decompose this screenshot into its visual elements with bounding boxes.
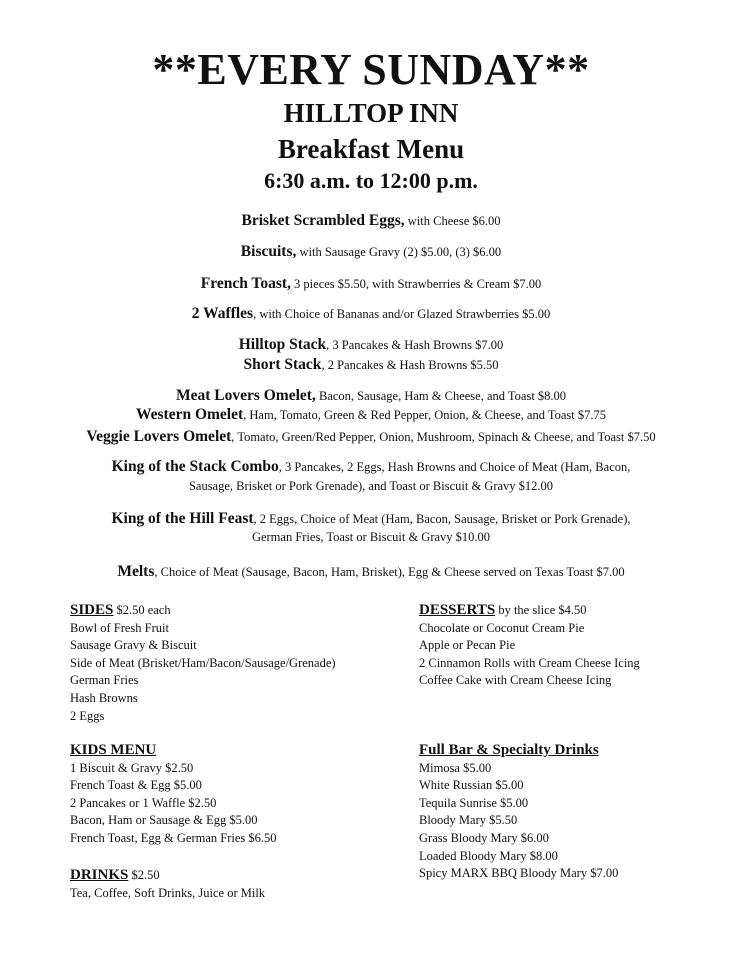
item-name: Veggie Lovers Omelet [86,428,232,445]
list-item: Chocolate or Coconut Cream Pie [419,620,585,635]
item-name: French Toast, [200,275,291,292]
item-desc: , 3 Pancakes & Hash Browns $7.00 [326,338,504,352]
list-item: Tea, Coffee, Soft Drinks, Juice or Milk [70,885,266,900]
menu-item [0,336,742,354]
item-desc: with Cheese $6.00 [404,214,501,228]
list-item: White Russian $5.00 [419,778,524,793]
drinks-title: DRINKS [70,867,129,883]
list-item: Bloody Mary $5.50 [419,813,518,828]
item-desc: , with Choice of Bananas and/or Glazed Strawberries $5.00 [253,307,551,321]
menu-item [0,212,742,230]
list-item: 1 Biscuit & Gravy $2.50 [70,760,194,775]
serving-hours: 6:30 a.m. to 12:00 p.m. [264,168,478,193]
item-name: Melts [117,563,155,580]
bar-title: Full Bar & Specialty Drinks [419,742,599,758]
item-desc-line2: Sausage, Brisket or Pork Grenade), and Toast or Biscuit & Gravy $12.00 [188,479,554,493]
drinks-price: $2.50 [128,868,160,882]
item-desc: Bacon, Sausage, Ham & Cheese, and Toast $8.00 [315,389,567,403]
list-item: Sausage Gravy & Biscuit [70,638,197,653]
menu-item [0,243,742,261]
list-item: 2 Eggs [70,708,105,723]
sides-section [70,602,336,725]
list-item: French Toast, Egg & German Fries $6.50 [70,830,277,845]
list-item: Hash Browns [70,690,138,705]
item-desc: , Choice of Meat (Sausage, Bacon, Ham, Brisket), Egg & Cheese served on Texas Toast $7.00 [154,565,625,579]
item-name: 2 Waffles [191,305,254,322]
item-name: King of the Stack Combo [111,458,279,475]
menu-item-continued [0,528,742,546]
item-name: Brisket Scrambled Eggs, [241,212,405,229]
menu-item [0,275,742,293]
menu-item [0,563,742,581]
menu-item [0,428,742,446]
item-desc: 3 pieces $5.50, with Strawberries & Cream $7.00 [290,277,542,291]
list-item: Coffee Cake with Cream Cheese Icing [419,673,612,688]
item-desc: , Tomato, Green/Red Pepper, Onion, Mushroom, Spinach & Cheese, and Toast $7.50 [231,430,656,444]
item-name: Short Stack [243,356,322,373]
list-item: Loaded Bloody Mary $8.00 [419,848,558,863]
item-name: King of the Hill Feast [111,510,254,527]
sides-price: $2.50 each [113,603,171,617]
menu-headline: **EVERY SUNDAY** [152,45,590,94]
list-item: Grass Bloody Mary $6.00 [419,830,549,845]
list-item: 2 Cinnamon Rolls with Cream Cheese Icing [419,655,640,670]
menu-item [0,406,742,424]
menu-item [0,387,742,405]
list-item: Mimosa $5.00 [419,760,492,775]
menu-item [0,458,742,476]
list-item: Side of Meat (Brisket/Ham/Bacon/Sausage/Grenade) [70,655,336,670]
list-item: French Toast & Egg $5.00 [70,778,202,793]
item-desc: with Sausage Gravy (2) $5.00, (3) $6.00 [296,245,502,259]
item-name: Biscuits, [240,243,297,260]
list-item: 2 Pancakes or 1 Waffle $2.50 [70,795,217,810]
desserts-section [419,602,640,690]
menu-item [0,356,742,374]
menu-title: Breakfast Menu [277,134,465,164]
desserts-price: by the slice $4.50 [495,603,587,617]
item-desc-line2: German Fries, Toast or Biscuit & Gravy $10.00 [251,530,491,544]
item-desc: , 2 Pancakes & Hash Browns $5.50 [321,358,499,372]
item-desc: , Ham, Tomato, Green & Red Pepper, Onion, & Cheese, and Toast $7.75 [243,408,607,422]
kids-menu-section [70,742,277,848]
item-name: Meat Lovers Omelet, [175,387,316,404]
sides-title: SIDES [70,602,114,618]
item-name: Hilltop Stack [238,336,327,353]
kids-menu-title: KIDS MENU [70,742,157,758]
list-item: Tequila Sunrise $5.00 [419,795,529,810]
desserts-title: DESSERTS [419,602,496,618]
bar-section [419,742,618,883]
item-desc: , 3 Pancakes, 2 Eggs, Hash Browns and Choice of Meat (Ham, Bacon, [278,460,631,474]
restaurant-name: HILLTOP INN [283,98,459,128]
item-desc: , 2 Eggs, Choice of Meat (Ham, Bacon, Sausage, Brisket or Pork Grenade), [253,512,631,526]
menu-item [0,510,742,528]
list-item: Apple or Pecan Pie [419,638,516,653]
menu-item-continued [0,477,742,495]
list-item: Bowl of Fresh Fruit [70,620,169,635]
drinks-section [70,867,265,902]
menu-item [0,305,742,323]
list-item: Spicy MARX BBQ Bloody Mary $7.00 [419,866,619,881]
list-item: German Fries [70,673,139,688]
list-item: Bacon, Ham or Sausage & Egg $5.00 [70,813,258,828]
item-name: Western Omelet [135,406,244,423]
